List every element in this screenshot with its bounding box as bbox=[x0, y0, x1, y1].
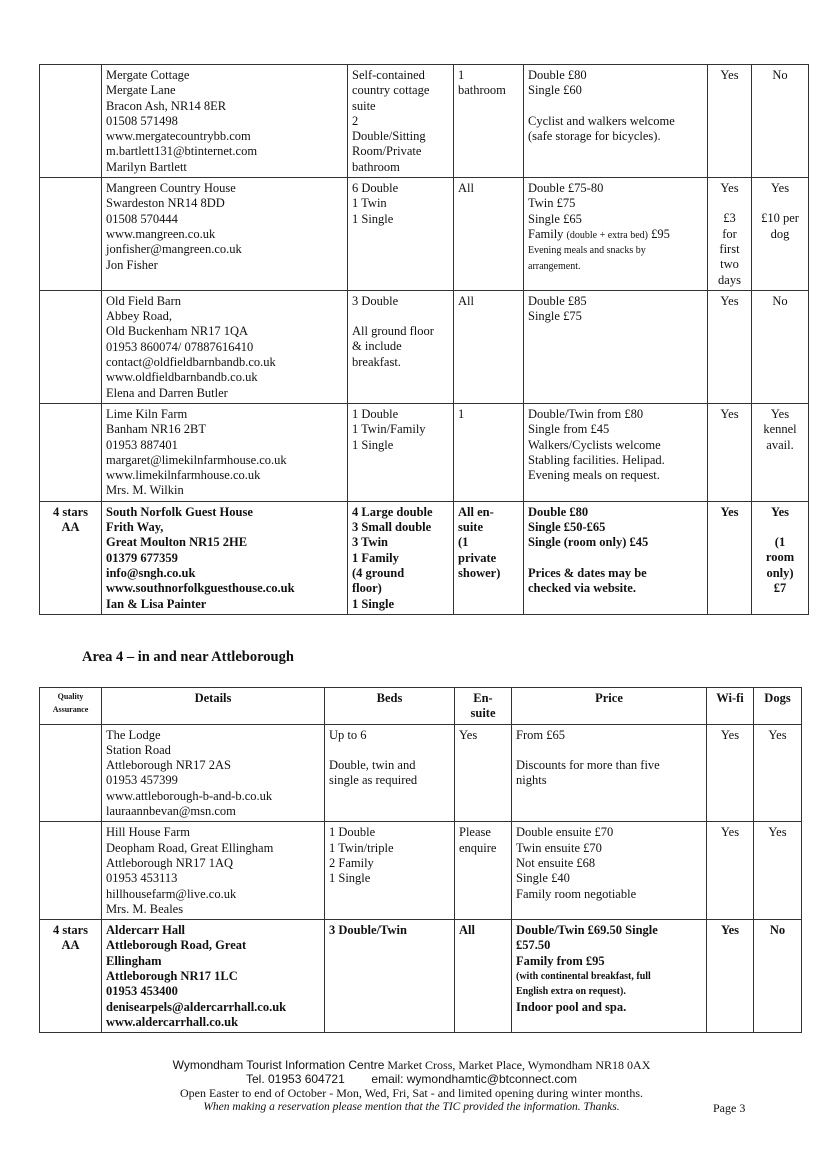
cell-quality bbox=[40, 822, 102, 920]
cell-line bbox=[528, 99, 703, 114]
cell-line: room bbox=[765, 550, 795, 565]
table-row bbox=[40, 403, 809, 501]
cell-line: contact@oldfieldbarnbandb.co.uk bbox=[106, 355, 276, 370]
cell-line: hillhousefarm@live.co.uk bbox=[106, 886, 237, 901]
table-row bbox=[40, 178, 809, 291]
cell-beds bbox=[348, 178, 454, 291]
cell-line: The Lodge bbox=[106, 727, 161, 742]
cell-quality bbox=[40, 65, 102, 178]
cell-line: 1 Twin/Family bbox=[352, 422, 426, 437]
cell-line: avail. bbox=[766, 437, 794, 452]
footer-email: email: wymondhamtic@btconnect.com bbox=[371, 1072, 578, 1086]
cell-line: All ground floor bbox=[352, 324, 434, 339]
header-details: Details bbox=[102, 688, 325, 725]
cell-line: Double, twin and bbox=[329, 757, 416, 772]
cell-details bbox=[102, 920, 325, 1033]
cell-quality bbox=[40, 178, 102, 291]
cell-dogs bbox=[752, 65, 809, 178]
cell-ensuite bbox=[454, 403, 524, 501]
cell-line: Deopham Road, Great Ellingham bbox=[106, 840, 274, 855]
cell-line: £7 bbox=[773, 580, 787, 595]
cell-line: Twin ensuite £70 bbox=[516, 840, 602, 855]
cell-line: Single £60 bbox=[528, 83, 582, 98]
cell-line: Ian & Lisa Painter bbox=[106, 596, 207, 611]
cell-wifi bbox=[708, 501, 752, 614]
cell-line: (with continental breakfast, full bbox=[516, 971, 651, 983]
cell-line: 1 Double bbox=[352, 406, 399, 421]
cell-line: Ellingham bbox=[106, 953, 162, 968]
cell-line: Yes bbox=[770, 181, 790, 196]
header-price: Price bbox=[512, 688, 707, 725]
cell-quality bbox=[40, 501, 102, 614]
cell-price bbox=[524, 290, 708, 403]
cell-line: (4 ground bbox=[352, 565, 405, 580]
cell-line: Attleborough NR17 1LC bbox=[106, 969, 238, 984]
cell-dogs bbox=[754, 920, 802, 1033]
cell-line: first bbox=[719, 241, 740, 256]
cell-line: Twin £75 bbox=[528, 196, 576, 211]
cell-line: Yes bbox=[768, 825, 787, 840]
cell-wifi bbox=[708, 65, 752, 178]
cell-line: All en- bbox=[458, 504, 494, 519]
cell-price bbox=[524, 501, 708, 614]
cell-line: www.oldfieldbarnbandb.co.uk bbox=[106, 370, 258, 385]
cell-line: checked via website. bbox=[528, 580, 636, 595]
cell-dogs bbox=[754, 724, 802, 822]
cell-price bbox=[524, 65, 708, 178]
cell-line: Yes bbox=[720, 68, 739, 82]
cell-line: Double ensuite £70 bbox=[516, 825, 614, 840]
cell-line: 1 Twin bbox=[352, 196, 387, 211]
cell-price bbox=[512, 920, 707, 1033]
cell-line: dog bbox=[770, 226, 790, 241]
price-family-amount: £95 bbox=[648, 226, 670, 241]
cell-line: Evening meals on request. bbox=[528, 468, 660, 483]
price-family-note: (double + extra bed) bbox=[566, 229, 648, 241]
cell-price bbox=[512, 724, 707, 822]
table-row bbox=[40, 501, 809, 614]
cell-line: info@sngh.co.uk bbox=[106, 565, 196, 580]
cell-ensuite bbox=[454, 178, 524, 291]
cell-line: www.limekilnfarmhouse.co.uk bbox=[106, 468, 261, 483]
cell-dogs bbox=[752, 178, 809, 291]
cell-wifi bbox=[707, 724, 754, 822]
cell-wifi bbox=[708, 178, 752, 291]
cell-line: 1 Single bbox=[352, 437, 394, 452]
cell-line: Single £65 bbox=[528, 211, 582, 226]
cell-line: 01953 887401 bbox=[106, 437, 178, 452]
cell-line: 1 bbox=[458, 68, 465, 82]
cell-wifi bbox=[708, 403, 752, 501]
table-row bbox=[40, 65, 809, 178]
cell-line: suite bbox=[352, 98, 376, 113]
table-row bbox=[40, 724, 802, 822]
cell-ensuite bbox=[454, 290, 524, 403]
cell-line: country cottage bbox=[352, 83, 430, 98]
cell-price bbox=[524, 178, 708, 291]
cell-line: www.mangreen.co.uk bbox=[106, 226, 216, 241]
cell-quality bbox=[40, 403, 102, 501]
cell-dogs bbox=[752, 501, 809, 614]
cell-line: Yes bbox=[720, 181, 739, 196]
cell-line: Single £75 bbox=[528, 309, 582, 324]
cell-line: Jon Fisher bbox=[106, 257, 158, 272]
cell-line: 4 stars bbox=[52, 923, 89, 938]
cell-line: Yes bbox=[720, 825, 740, 840]
cell-line: Marilyn Bartlett bbox=[106, 159, 187, 174]
page-number: Page 3 bbox=[713, 1101, 746, 1115]
cell-beds bbox=[325, 822, 455, 920]
cell-line: 1 Twin/triple bbox=[329, 840, 394, 855]
cell-line: Mergate Lane bbox=[106, 83, 176, 98]
cell-details bbox=[102, 501, 348, 614]
cell-ensuite bbox=[455, 724, 512, 822]
cell-beds bbox=[348, 65, 454, 178]
table-row bbox=[40, 290, 809, 403]
accommodation-table-area4 bbox=[39, 687, 802, 1033]
cell-line: Cyclist and walkers welcome bbox=[528, 113, 675, 128]
cell-line: 3 Small double bbox=[352, 520, 432, 535]
cell-line: www.southnorfolkguesthouse.co.uk bbox=[106, 581, 295, 596]
cell-line: 01508 570444 bbox=[106, 211, 178, 226]
footer-hours: Open Easter to end of October - Mon, Wed, Fri, Sat - and limited opening during winter months. bbox=[179, 1086, 644, 1100]
cell-line: Double/Sitting bbox=[352, 129, 426, 144]
cell-line: 1 Single bbox=[352, 596, 395, 611]
cell-line: www.mergatecountrybb.com bbox=[106, 129, 251, 144]
cell-line: Old Buckenham NR17 1QA bbox=[106, 324, 248, 339]
cell-line: Please bbox=[459, 825, 491, 840]
header-wifi: Wi-fi bbox=[707, 688, 754, 725]
cell-line: Frith Way, bbox=[106, 520, 164, 535]
cell-line: Swardeston NR14 8DD bbox=[106, 196, 225, 211]
cell-line: Stabling facilities. Helipad. bbox=[528, 452, 665, 467]
cell-line: private bbox=[458, 550, 497, 565]
cell-line: £3 bbox=[723, 211, 736, 226]
cell-line: No bbox=[772, 293, 788, 308]
cell-line: Prices & dates may be bbox=[528, 565, 647, 580]
cell-line: enquire bbox=[459, 840, 497, 855]
cell-ensuite bbox=[454, 501, 524, 614]
cell-line bbox=[756, 196, 804, 211]
cell-line: Hill House Farm bbox=[106, 825, 191, 840]
cell-line: 3 Twin bbox=[352, 535, 389, 550]
cell-line: Yes bbox=[720, 504, 739, 519]
cell-line bbox=[329, 743, 450, 758]
cell-line: 01953 453113 bbox=[106, 871, 178, 886]
cell-details bbox=[102, 65, 348, 178]
cell-line: lauraannbevan@msn.com bbox=[106, 804, 236, 819]
cell-wifi bbox=[707, 920, 754, 1033]
cell-line: 01953 453400 bbox=[106, 984, 178, 999]
footer-address: Market Cross, Market Place, Wymondham NR18 0AX bbox=[384, 1058, 651, 1072]
cell-line: arrangement. bbox=[528, 260, 581, 272]
cell-price bbox=[512, 822, 707, 920]
cell-line: 1 bbox=[458, 406, 465, 421]
cell-line: No bbox=[772, 68, 788, 82]
cell-line: Mrs. M. Wilkin bbox=[106, 483, 184, 498]
cell-line: 6 Double bbox=[352, 181, 399, 196]
cell-line: bathroom bbox=[352, 159, 400, 174]
cell-line: 1 Single bbox=[352, 211, 394, 226]
page-footer bbox=[0, 1058, 823, 1114]
cell-quality bbox=[40, 724, 102, 822]
cell-beds bbox=[348, 501, 454, 614]
cell-line: Double/Twin from £80 bbox=[528, 406, 644, 421]
cell-line: Aldercarr Hall bbox=[106, 923, 186, 938]
cell-details bbox=[102, 290, 348, 403]
cell-line: Indoor pool and spa. bbox=[516, 999, 627, 1014]
cell-line: Double £85 bbox=[528, 293, 587, 308]
cell-line: 2 Family bbox=[329, 855, 374, 870]
cell-line: Bracon Ash, NR14 8ER bbox=[106, 98, 227, 113]
cell-line: floor) bbox=[352, 581, 382, 596]
header-ensuite: En- suite bbox=[455, 688, 512, 725]
cell-line: All bbox=[458, 181, 474, 196]
cell-line: Mergate Cottage bbox=[106, 68, 190, 82]
cell-line: Yes bbox=[770, 406, 790, 421]
cell-line: 4 stars bbox=[52, 504, 89, 519]
cell-line: Yes bbox=[770, 504, 790, 519]
cell-line bbox=[528, 551, 703, 566]
cell-line: Double/Twin £69.50 Single bbox=[516, 923, 658, 938]
cell-line: 01953 860074/ 07887616410 bbox=[106, 339, 254, 354]
cell-line: Mangreen Country House bbox=[106, 181, 236, 196]
cell-line: AA bbox=[61, 938, 80, 953]
header-quality-assurance: Quality Assurance bbox=[40, 688, 102, 725]
cell-line: kennel bbox=[763, 422, 797, 437]
cell-dogs bbox=[754, 822, 802, 920]
cell-line: 1 Double bbox=[329, 825, 376, 840]
cell-quality bbox=[40, 290, 102, 403]
cell-dogs bbox=[752, 290, 809, 403]
cell-line: www.attleborough-b-and-b.co.uk bbox=[106, 788, 273, 803]
cell-dogs bbox=[752, 403, 809, 501]
cell-line: 2 bbox=[352, 113, 359, 128]
area-4-heading: Area 4 – in and near Attleborough bbox=[82, 649, 294, 665]
price-family-line bbox=[528, 227, 703, 243]
cell-line bbox=[756, 520, 804, 535]
cell-line: breakfast. bbox=[352, 354, 401, 369]
cell-line: Single £50-£65 bbox=[528, 520, 606, 535]
cell-line: 01953 457399 bbox=[106, 773, 178, 788]
cell-beds bbox=[325, 920, 455, 1033]
cell-line: Discounts for more than five bbox=[516, 757, 660, 772]
cell-line: South Norfolk Guest House bbox=[106, 504, 253, 519]
accommodation-table-area3 bbox=[39, 64, 809, 615]
cell-line: Evening meals and snacks by bbox=[528, 245, 646, 257]
cell-line: English extra on request). bbox=[516, 986, 626, 998]
footer-tel: Tel. 01953 604721 bbox=[245, 1072, 345, 1086]
cell-line bbox=[712, 196, 747, 211]
cell-line: jonfisher@mangreen.co.uk bbox=[106, 242, 242, 257]
cell-line: Yes bbox=[720, 727, 740, 742]
cell-line: Room/Private bbox=[352, 144, 422, 159]
cell-line: days bbox=[718, 272, 741, 287]
cell-ensuite bbox=[455, 822, 512, 920]
cell-line: Double £80 bbox=[528, 504, 589, 519]
cell-line: two bbox=[720, 257, 739, 272]
cell-line: nights bbox=[516, 773, 547, 788]
cell-line: bathroom bbox=[458, 83, 506, 98]
cell-line: Yes bbox=[720, 293, 739, 308]
cell-details bbox=[102, 178, 348, 291]
table-row bbox=[40, 822, 802, 920]
cell-line: Single £40 bbox=[516, 871, 570, 886]
cell-line bbox=[516, 743, 702, 758]
cell-line: Mrs. M. Beales bbox=[106, 901, 184, 916]
cell-line: 1 Single bbox=[329, 871, 371, 886]
cell-line: margaret@limekilnfarmhouse.co.uk bbox=[106, 452, 287, 467]
cell-line: Double £75-80 bbox=[528, 181, 604, 196]
footer-org: Wymondham Tourist Information Centre bbox=[172, 1058, 385, 1072]
cell-line: single as required bbox=[329, 773, 418, 788]
cell-ensuite bbox=[454, 65, 524, 178]
cell-line: www.aldercarrhall.co.uk bbox=[106, 1014, 239, 1029]
price-family-label: Family bbox=[528, 226, 567, 241]
cell-line: Old Field Barn bbox=[106, 293, 181, 308]
cell-beds bbox=[348, 403, 454, 501]
cell-line: Family from £95 bbox=[516, 953, 605, 968]
cell-line: Yes bbox=[720, 406, 739, 421]
cell-line: Attleborough NR17 1AQ bbox=[106, 855, 234, 870]
cell-line: Abbey Road, bbox=[106, 309, 172, 324]
cell-line: (safe storage for bicycles). bbox=[528, 128, 661, 143]
cell-line: 01379 677359 bbox=[106, 550, 178, 565]
cell-line: 3 Double bbox=[352, 293, 399, 308]
cell-line: Station Road bbox=[106, 742, 171, 757]
cell-line: £57.50 bbox=[516, 938, 551, 953]
cell-line: suite bbox=[458, 520, 483, 535]
table-header-row bbox=[40, 688, 802, 725]
cell-line: Not ensuite £68 bbox=[516, 855, 596, 870]
cell-line: No bbox=[769, 923, 786, 938]
cell-wifi bbox=[708, 290, 752, 403]
cell-beds bbox=[325, 724, 455, 822]
cell-line: Banham NR16 2BT bbox=[106, 422, 206, 437]
cell-line: All bbox=[459, 923, 475, 938]
header-dogs: Dogs bbox=[754, 688, 802, 725]
cell-line: Single from £45 bbox=[528, 422, 610, 437]
cell-line: (1 bbox=[458, 535, 469, 550]
cell-line: 1 Family bbox=[352, 550, 399, 565]
cell-details bbox=[102, 724, 325, 822]
cell-details bbox=[102, 403, 348, 501]
footer-note: When making a reservation please mention that the TIC provided the information. Thanks. bbox=[203, 1101, 620, 1113]
cell-line: All bbox=[458, 293, 474, 308]
cell-wifi bbox=[707, 822, 754, 920]
cell-line: denisearpels@aldercarrhall.co.uk bbox=[106, 999, 287, 1014]
cell-line: 3 Double/Twin bbox=[329, 923, 407, 938]
cell-quality bbox=[40, 920, 102, 1033]
cell-line: Yes bbox=[768, 727, 787, 742]
cell-line: 4 Large double bbox=[352, 504, 433, 519]
cell-line: Up to 6 bbox=[329, 727, 367, 742]
cell-line: Yes bbox=[459, 727, 478, 742]
cell-line: 01508 571498 bbox=[106, 113, 178, 128]
cell-beds bbox=[348, 290, 454, 403]
cell-line: Walkers/Cyclists welcome bbox=[528, 437, 661, 452]
cell-line: From £65 bbox=[516, 727, 565, 742]
cell-price bbox=[524, 403, 708, 501]
cell-line: Lime Kiln Farm bbox=[106, 406, 188, 421]
cell-line: Attleborough NR17 2AS bbox=[106, 758, 231, 773]
header-beds: Beds bbox=[325, 688, 455, 725]
cell-line: (1 bbox=[774, 535, 786, 550]
cell-line: Great Moulton NR15 2HE bbox=[106, 535, 248, 550]
cell-line: for bbox=[722, 226, 737, 241]
cell-ensuite bbox=[455, 920, 512, 1033]
cell-details bbox=[102, 822, 325, 920]
table-row bbox=[40, 920, 802, 1033]
cell-line bbox=[352, 309, 449, 324]
cell-line: Attleborough Road, Great bbox=[106, 938, 247, 953]
cell-line: AA bbox=[61, 520, 80, 535]
cell-line: Self-contained bbox=[352, 68, 425, 82]
cell-line: Family room negotiable bbox=[516, 886, 637, 901]
cell-line: m.bartlett131@btinternet.com bbox=[106, 144, 258, 159]
cell-line: shower) bbox=[458, 565, 501, 580]
cell-line: £10 per bbox=[761, 211, 799, 226]
cell-line: Double £80 bbox=[528, 68, 587, 82]
cell-line: Yes bbox=[720, 923, 740, 938]
cell-line: Elena and Darren Butler bbox=[106, 385, 228, 400]
cell-line: only) bbox=[766, 565, 794, 580]
cell-line: & include bbox=[352, 339, 402, 354]
cell-line: Single (room only) £45 bbox=[528, 535, 649, 550]
